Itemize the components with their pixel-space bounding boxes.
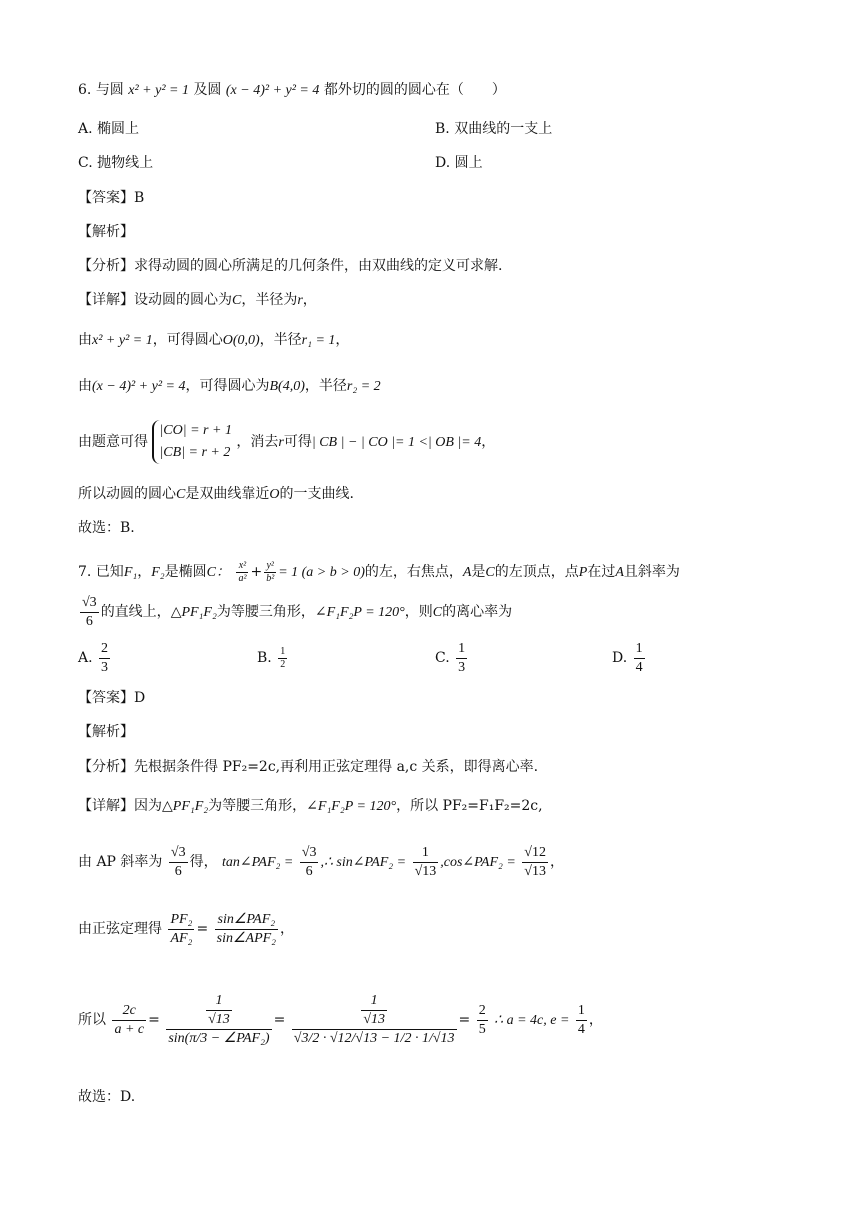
q7-detail-line-2: 由 AP 斜率为 $\frac{√3}{6}$ 得， tan∠PAF₂ = $\frac{√3}{6}$ ,∴ sin∠PAF₂ = $\frac{1}{√13}$ ,cos∠PAF₂ = $\frac{√12}{√13}$ ， [78,844,564,879]
equation-system: |CO| = r + 1 |CB| = r + 2 [152,420,232,464]
q6-choose: 故选：B. [78,520,135,536]
q7-fenxi: 【分析】先根据条件得 PF₂=2c,再利用正弦定理得 a,c 关系，即得离心率. [78,759,539,775]
q6-analysis-heading: 【解析】 [78,224,134,240]
q6-option-b: B. 双曲线的一支上 [435,121,553,137]
q6-stem: 6. 与圆 x² + y² = 1 及圆 (x − 4)² + y² = 4 都外切的圆的圆心在（ ） [78,82,506,98]
q6-detail-line-1: 【详解】设动圆的圆心为C，半径为r， [78,292,317,308]
big-fraction-2: $\frac{\frac{1}{√13}}{√3/2 \cdot √12/√13 - 1/2 \cdot 1/√13}$ [293,993,455,1046]
q6-detail-line-3: 由(x − 4)² + y² = 4，可得圆心为B(4,0)，半径r₂ = 2 [78,378,381,394]
q7-option-a: A. $\frac{2}{3}$ [78,640,109,675]
q7-stem-line-2: $\frac{√3}{6}$ 的直线上，△PF₁F₂为等腰三角形，∠F₁F₂P = 120°，则C的离心率为 [82,594,513,629]
big-fraction-1: $\frac{\frac{1}{√13}}{\text{sin(π/3 − ∠PAF₂)}}$ [168,993,270,1046]
q6-option-a: A. 椭圆上 [78,121,140,137]
q7-option-d: D. $\frac{1}{4}$ [612,640,643,675]
q6-answer: 【答案】B [78,190,145,206]
q6-detail-line-5: 所以动圆的圆心C是双曲线靠近O的一支曲线. [78,486,354,502]
q6-detail-line-2: 由x² + y² = 1，可得圆心O(0,0)，半径r₁ = 1， [78,332,350,348]
q7-analysis-heading: 【解析】 [78,724,134,740]
q7-option-b: B. $\frac{1}{2}$ [257,645,286,670]
slope-fraction: $\frac{√3}{6}$ [82,594,97,629]
q6-detail-line-4: 由题意可得 |CO| = r + 1 |CB| = r + 2 ，消去r可得| CB | − | CO |= 1 <| OB |= 4， [78,419,495,466]
q7-detail-line-1: 【详解】因为△PF₁F₂为等腰三角形，∠F₁F₂P = 120°，所以 PF₂=F₁F₂=2c, [78,798,543,814]
q7-stem-line-1: 7. 已知F₁，F₂是椭圆C： $\frac{\text{x²}}{\text{a²}}$ + $\frac{\text{y²}}{\text{b²}}$ = 1 (a > b > 0)的左，右焦点，A是C的左顶点，点P在过A且斜率为 [78,559,680,584]
q6-option-c: C. 抛物线上 [78,155,154,171]
circle-equation-2: (x − 4)² + y² = 4 [225,83,320,98]
q6-option-d: D. 圆上 [435,155,483,171]
q7-detail-line-4: 所以 $\frac{2c}{a + c}$ = $\frac{\frac{1}{√13}}{\text{sin(π/3 − ∠PAF₂)}}$ = $\frac{\frac{1}{√13}}{√3/2 \cdot √12/√13 - 1/2 \cdot 1/√13}$ = $\frac{2}{5}$ ∴ a = 4c, e = $\frac{1}{4}$ ， [78,993,603,1046]
q6-number: 6. [78,82,92,98]
q6-fenxi: 【分析】求得动圆的圆心所满足的几何条件，由双曲线的定义可求解. [78,258,503,274]
q7-option-c: C. $\frac{1}{3}$ [435,640,466,675]
circle-equation-1: x² + y² = 1 [128,83,189,98]
ellipse-x-term: $\frac{\text{x²}}{\text{a²}}$ [238,559,247,584]
q7-answer: 【答案】D [78,690,146,706]
ellipse-y-term: $\frac{\text{y²}}{\text{b²}}$ [266,559,275,584]
q7-choose: 故选：D. [78,1089,136,1105]
q7-detail-line-3: 由正弦定理得 $\frac{\text{PF₂}}{\text{AF₂}}$ = $\frac{\text{sin∠PAF₂}}{\text{sin∠APF₂}}$ ， [78,911,295,946]
